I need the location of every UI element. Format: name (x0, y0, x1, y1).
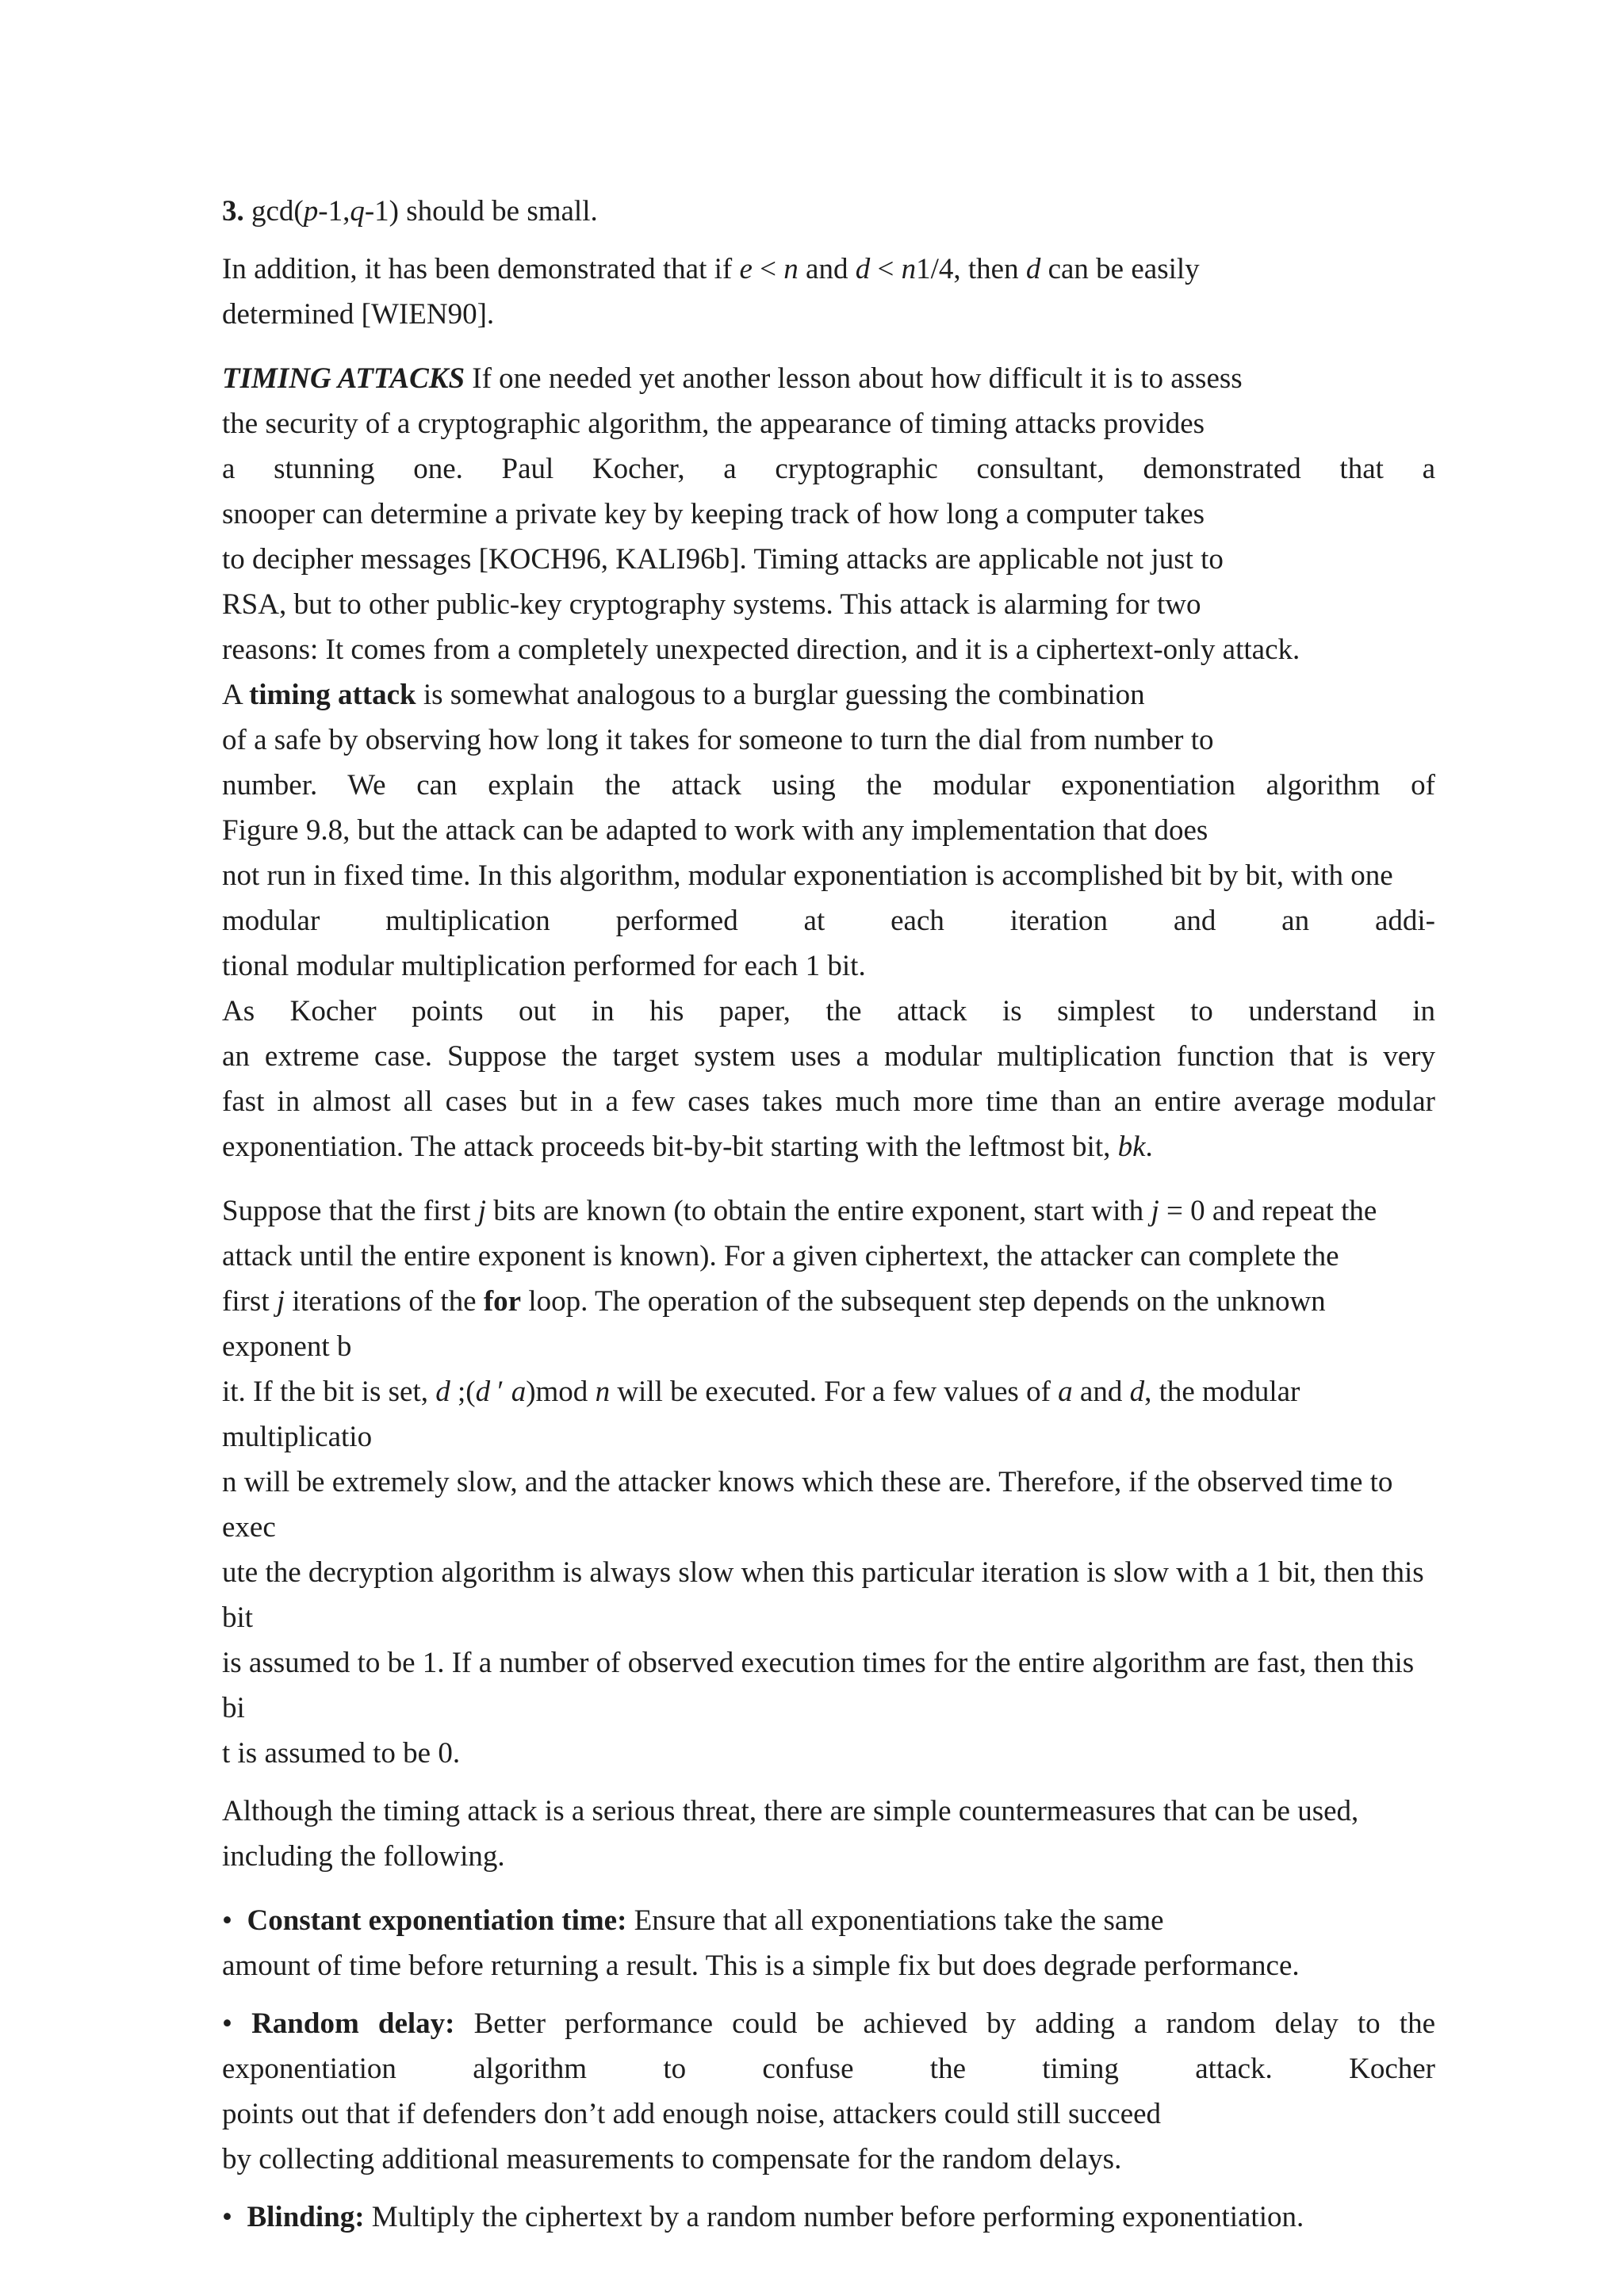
although-line: including the following. (222, 1840, 505, 1873)
timing-line: Figure 9.8, but the attack can be adapted to work with any implementation that does (222, 814, 1208, 847)
timing-attacks-section (222, 356, 1435, 1169)
timing-line: tional modular multiplication performed for each 1 bit. (222, 950, 866, 982)
bullet-random-delay: • Random delay: Better performance could be achieved by adding a random delay to the exponentiation algorithm to confuse the timing attack. Kocher points out that if defenders don’t add enough noise, attackers could still succeed by collecting additional measurements to compensate for the random delays. (222, 2007, 1435, 2175)
suppose-line: ute the decryption algorithm is always slow when this particular iteration is slow with a 1 bit, then this bit (222, 1556, 1424, 1634)
suppose-line: first j iterations of the for loop. The operation of the subsequent step depends on the unknown exponent b (222, 1285, 1326, 1363)
list-item-3: 3. gcd(p-1,q-1) should be small. (222, 195, 598, 228)
suppose-line: attack until the entire exponent is known). For a given ciphertext, the attacker can complete the (222, 1240, 1339, 1272)
timing-line: As Kocher points out in his paper, the attack is simplest to understand in (222, 995, 1435, 1027)
timing-line: an extreme case. Suppose the target system uses a modular multiplication function that is very (222, 1040, 1435, 1073)
timing-line: the security of a cryptographic algorithm, the appearance of timing attacks provides (222, 408, 1205, 440)
suppose-line: is assumed to be 1. If a number of observed execution times for the entire algorithm are fast, then this bi (222, 1647, 1415, 1724)
bullet-label: Constant exponentiation time: (247, 1904, 627, 1937)
timing-line: reasons: It comes from a completely unexpected direction, and it is a ciphertext-only attack. (222, 633, 1300, 666)
addition-paragraph: In addition, it has been demonstrated that if e < n and d < n1/4, then d can be easily determined [WIEN90]. (222, 253, 1200, 331)
suppose-line: Suppose that the first j bits are known (to obtain the entire exponent, start with j = 0 and repeat the (222, 1195, 1377, 1227)
bullet-label: Blinding: (247, 2201, 365, 2233)
suppose-paragraph (222, 1188, 1435, 1776)
timing-line: modular multiplication performed at each iteration and an addi- (222, 905, 1435, 937)
timing-line: RSA, but to other public-key cryptography systems. This attack is alarming for two (222, 588, 1201, 621)
timing-attack-term: timing attack (248, 679, 416, 711)
timing-line: TIMING ATTACKS If one needed yet another lesson about how difficult it is to assess (222, 362, 1243, 395)
suppose-line: it. If the bit is set, d ;(d ′ a)mod n will be executed. For a few values of a and d, the modular multiplicatio (222, 1376, 1300, 1453)
item-number: 3. (222, 195, 244, 228)
timing-line: exponentiation. The attack proceeds bit-by-bit starting with the leftmost bit, bk. (222, 1131, 1153, 1163)
timing-line: of a safe by observing how long it takes for someone to turn the dial from number to (222, 724, 1214, 756)
section-heading: TIMING ATTACKS (222, 362, 465, 395)
timing-line: snooper can determine a private key by keeping track of how long a computer takes (222, 498, 1205, 530)
bullet-label: Random delay: (251, 2007, 455, 2040)
for-keyword: for (483, 1285, 522, 1318)
timing-line: fast in almost all cases but in a few cases takes much more time than an entire average modular (222, 1085, 1435, 1118)
although-line: Although the timing attack is a serious threat, there are simple countermeasures that can be used, (222, 1795, 1359, 1827)
timing-line: A timing attack is somewhat analogous to a burglar guessing the combination (222, 679, 1145, 711)
bullet-blinding: • Blinding: Multiply the ciphertext by a random number before performing exponentiation. (222, 2201, 1304, 2233)
bullet-marker: • (222, 2007, 232, 2040)
bullet-marker: • (222, 1904, 232, 1937)
timing-line: not run in fixed time. In this algorithm, modular exponentiation is accomplished bit by bit, with one (222, 859, 1393, 892)
suppose-line: t is assumed to be 0. (222, 1737, 461, 1770)
timing-line: a stunning one. Paul Kocher, a cryptographic consultant, demonstrated that a (222, 453, 1435, 485)
document-page (222, 189, 1435, 2240)
although-paragraph (222, 1789, 1435, 1879)
bullet-constant-exponentiation: • Constant exponentiation time: Ensure that all exponentiations take the same amount of time before returning a result. This is a simple fix but does degrade performance. (222, 1904, 1300, 1982)
bullet-marker: • (222, 2201, 232, 2233)
timing-line: number. We can explain the attack using the modular exponentiation algorithm of (222, 769, 1435, 802)
timing-line: to decipher messages [KOCH96, KALI96b]. Timing attacks are applicable not just to (222, 543, 1224, 576)
suppose-line: n will be extremely slow, and the attacker knows which these are. Therefore, if the observed time to exec (222, 1466, 1393, 1544)
